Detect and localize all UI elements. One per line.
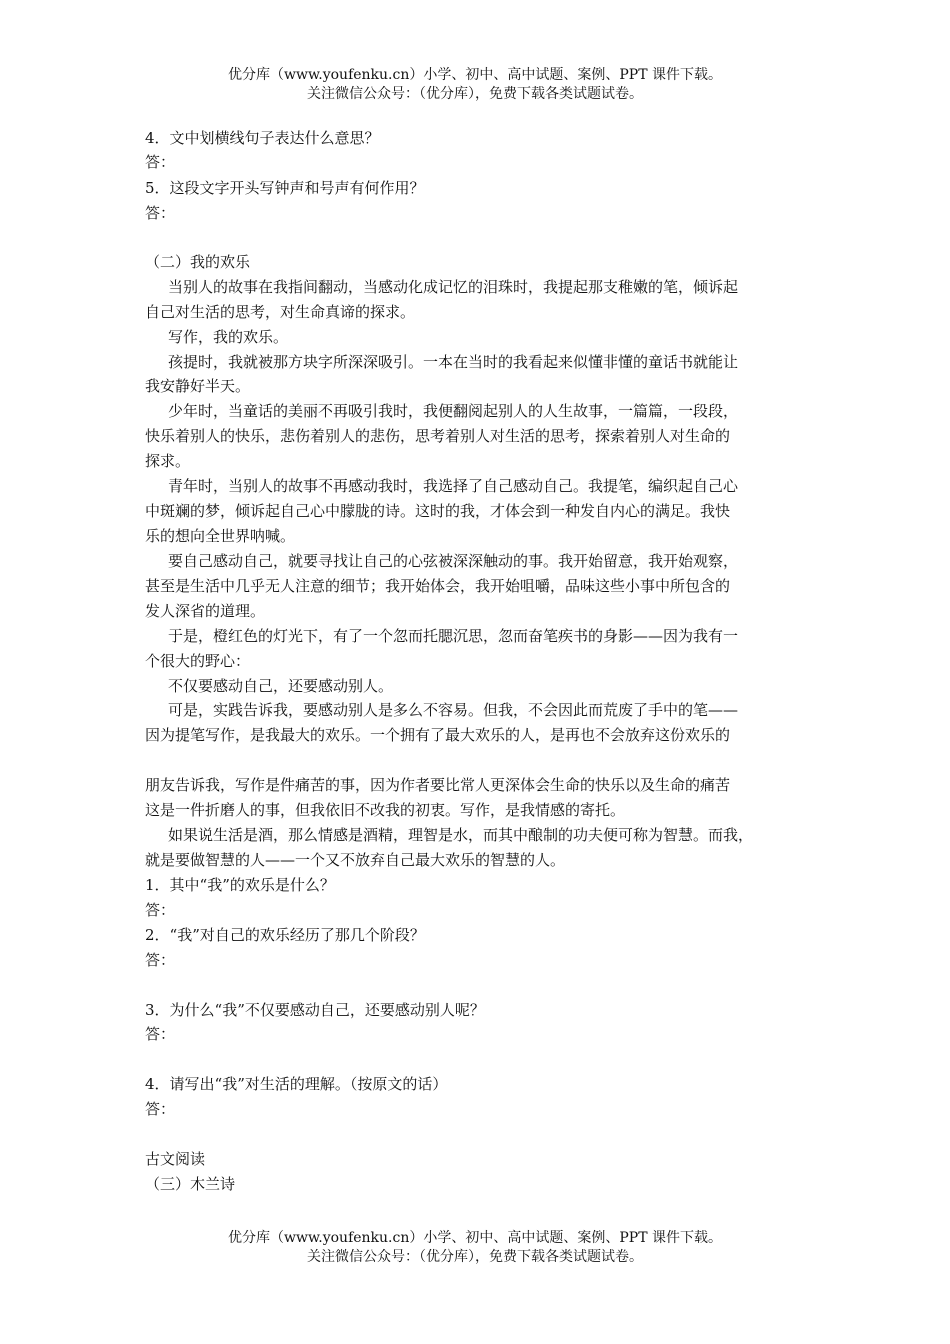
answer-label: 答： bbox=[145, 204, 176, 222]
question-1: 1．其中“我”的欢乐是什么？ bbox=[145, 876, 335, 894]
paragraph-line: 中斑斓的梦，倾诉起自己心中朦胧的诗。这时的我，才体会到一种发自内心的满足。我快 bbox=[145, 502, 731, 520]
question-5-prev: 5．这段文字开头写钟声和号声有何作用？ bbox=[145, 179, 425, 197]
question-3: 3．为什么“我”不仅要感动自己，还要感动别人呢？ bbox=[145, 1001, 485, 1019]
section-3-title: （三）木兰诗 bbox=[145, 1175, 236, 1193]
paragraph-line: 写作，我的欢乐。 bbox=[168, 328, 289, 346]
answer-label: 答： bbox=[145, 901, 176, 919]
answer-label: 答： bbox=[145, 1025, 176, 1043]
paragraph-line: 这是一件折磨人的事，但我依旧不改我的初衷。写作，是我情感的寄托。 bbox=[145, 801, 626, 819]
question-4-prev: 4．文中划横线句子表达什么意思？ bbox=[145, 129, 380, 147]
paragraph-line: 自己对生活的思考，对生命真谛的探求。 bbox=[145, 303, 416, 321]
paragraph-line: 就是要做智慧的人——一个又不放弃自己最大欢乐的智慧的人。 bbox=[145, 851, 566, 869]
answer-label: 答： bbox=[145, 153, 176, 171]
answer-label: 答： bbox=[145, 951, 176, 969]
answer-label: 答： bbox=[145, 1100, 176, 1118]
paragraph-line: 孩提时，我就被那方块字所深深吸引。一本在当时的我看起来似懂非懂的童话书就能让 bbox=[168, 353, 739, 371]
paragraph-line: 少年时，当童话的美丽不再吸引我时，我便翻阅起别人的人生故事，一篇篇，一段段， bbox=[168, 402, 739, 420]
paragraph-line: 朋友告诉我，写作是件痛苦的事，因为作者要比常人更深体会生命的快乐以及生命的痛苦 bbox=[145, 776, 731, 794]
paragraph-line: 可是，实践告诉我，要感动别人是多么不容易。但我，不会因此而荒废了手中的笔—— bbox=[168, 701, 739, 719]
paragraph-line: 于是，橙红色的灯光下，有了一个忽而托腮沉思，忽而奋笔疾书的身影——因为我有一 bbox=[168, 627, 739, 645]
question-2: 2．“我”对自己的欢乐经历了那几个阶段？ bbox=[145, 926, 425, 944]
paragraph-line: 因为提笔写作，是我最大的欢乐。一个拥有了最大欢乐的人，是再也不会放弃这份欢乐的 bbox=[145, 726, 731, 744]
paragraph-line: 探求。 bbox=[145, 452, 191, 470]
paragraph-line: 快乐着别人的快乐，悲伤着别人的悲伤，思考着别人对生活的思考，探索着别人对生命的 bbox=[145, 427, 731, 445]
section-2-title: （二）我的欢乐 bbox=[145, 253, 251, 271]
paragraph-line: 个很大的野心： bbox=[145, 652, 251, 670]
paragraph-line: 乐的想向全世界呐喊。 bbox=[145, 527, 296, 545]
paragraph-line: 青年时，当别人的故事不再感动我时，我选择了自己感动自己。我提笔，编织起自己心 bbox=[168, 477, 739, 495]
paragraph-line: 发人深省的道理。 bbox=[145, 602, 266, 620]
paragraph-line: 甚至是生活中几乎无人注意的细节；我开始体会，我开始咀嚼，品味这些小事中所包含的 bbox=[145, 577, 731, 595]
header-line-2: 关注微信公众号：（优分库），免费下载各类试题试卷。 bbox=[307, 86, 643, 102]
paragraph-line: 当别人的故事在我指间翻动，当感动化成记忆的泪珠时，我提起那支稚嫩的笔，倾诉起 bbox=[168, 278, 739, 296]
paragraph-line: 不仅要感动自己，还要感动别人。 bbox=[168, 677, 394, 695]
footer-line-1: 优分库（www.youfenku.cn）小学、初中、高中试题、案例、PPT 课件下载。 bbox=[227, 1230, 722, 1246]
footer-line-2: 关注微信公众号：（优分库），免费下载各类试题试卷。 bbox=[307, 1249, 643, 1265]
question-4: 4．请写出“我”对生活的理解。（按原文的话） bbox=[145, 1075, 448, 1093]
paragraph-line: 要自己感动自己，就要寻找让自己的心弦被深深触动的事。我开始留意，我开始观察， bbox=[168, 552, 739, 570]
paragraph-line: 如果说生活是酒，那么情感是酒精，理智是水，而其中酿制的功夫便可称为智慧。而我， bbox=[168, 826, 754, 844]
header-line-1: 优分库（www.youfenku.cn）小学、初中、高中试题、案例、PPT 课件下载。 bbox=[227, 67, 722, 83]
classical-reading-heading: 古文阅读 bbox=[145, 1150, 206, 1168]
page-header bbox=[0, 66, 950, 104]
page-footer bbox=[0, 1229, 950, 1267]
paragraph-line: 我安静好半天。 bbox=[145, 377, 251, 395]
